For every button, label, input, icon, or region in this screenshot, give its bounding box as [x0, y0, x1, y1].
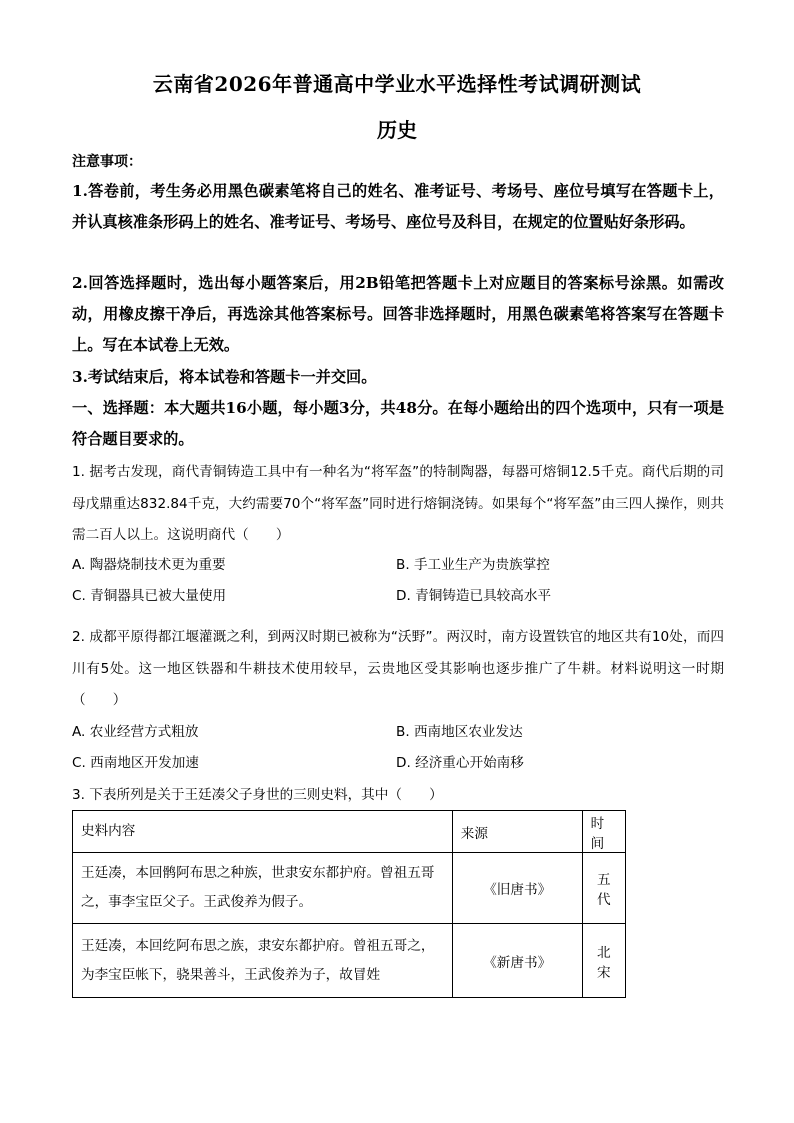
question-2-option-a: A. 农业经营方式粗放: [72, 724, 199, 740]
question-1-option-c: C. 青铜器具已被大量使用: [72, 588, 227, 604]
question-2-option-c: C. 西南地区开发加速: [72, 755, 199, 771]
table-header-row: [73, 811, 626, 853]
table-header-time: 时间: [582, 811, 625, 853]
question-1-option-a: A. 陶器烧制技术更为重要: [72, 557, 226, 573]
table-cell-time: 五代: [582, 853, 625, 924]
table-header-source: 来源: [452, 811, 582, 853]
table-cell-content: 王廷凑，本回鹘阿布思之种族，世隶安东都护府。曾祖五哥之，事李宝臣父子。王武俊养为假子。: [73, 853, 453, 924]
table-cell-content: 王廷凑，本回纥阿布思之族，隶安东都护府。曾祖五哥之，为李宝臣帐下，骁果善斗，王武俊养为子，故冒姓: [73, 924, 453, 998]
question-2-stem: 2. 成都平原得都江堰灌溉之利，到两汉时期已被称为“沃野”。两汉时，南方设置铁官的地区共有10处，而四川有5处。这一地区铁器和牛耕技术使用较早，云贵地区受其影响也逐步推广了牛耕。材料说明这一时期（ ）: [72, 629, 724, 708]
table-header-content: 史料内容: [73, 811, 453, 853]
question-1-stem: 1. 据考古发现，商代青铜铸造工具中有一种名为“将军盔”的特制陶器，每器可熔铜12.5千克。商代后期的司母戊鼎重达832.84千克，大约需要70个“将军盔”同时进行熔铜浇铸。如果每个“将军盔”由三四人操作，则共需二百人以上。这说明商代（ ）: [72, 464, 724, 543]
table-row: [73, 853, 626, 924]
table-cell-source: 《新唐书》: [452, 924, 582, 998]
notice-item-3: 3.考试结束后，将本试卷和答题卡一并交回。: [72, 368, 377, 386]
question-2-option-d: D. 经济重心开始南移: [396, 755, 524, 771]
notice-item-1: 1.答卷前，考生务必用黑色碳素笔将自己的姓名、准考证号、考场号、座位号填写在答题卡上，并认真核准条形码上的姓名、准考证号、考场号、座位号及科目，在规定的位置贴好条形码。: [72, 182, 724, 231]
notice-heading: 注意事项：: [72, 154, 142, 170]
notice-item-2: 2.回答选择题时，选出每小题答案后，用2B铅笔把答题卡上对应题目的答案标号涂黑。如需改动，用橡皮擦干净后，再选涂其他答案标号。回答非选择题时，用黑色碳素笔将答案写在答题卡上。写在本试卷上无效。: [72, 274, 724, 354]
question-3-stem: 3. 下表所列是关于王廷凑父子身世的三则史料，其中（ ）: [72, 787, 443, 803]
section-heading: 一、选择题：本大题共16小题，每小题3分，共48分。在每小题给出的四个选项中，只有一项是符合题目要求的。: [72, 399, 724, 448]
exam-title: 云南省2026年普通高中学业水平选择性考试调研测试: [152, 72, 642, 96]
table-cell-source: 《旧唐书》: [452, 853, 582, 924]
source-table: [72, 810, 626, 998]
question-1-option-b: B. 手工业生产为贵族掌控: [396, 557, 550, 573]
exam-subject: 历史: [377, 118, 417, 142]
table-cell-time: 北宋: [582, 924, 625, 998]
table-row: [73, 924, 626, 998]
question-2-option-b: B. 西南地区农业发达: [396, 724, 523, 740]
question-1-option-d: D. 青铜铸造已具较高水平: [396, 588, 552, 604]
